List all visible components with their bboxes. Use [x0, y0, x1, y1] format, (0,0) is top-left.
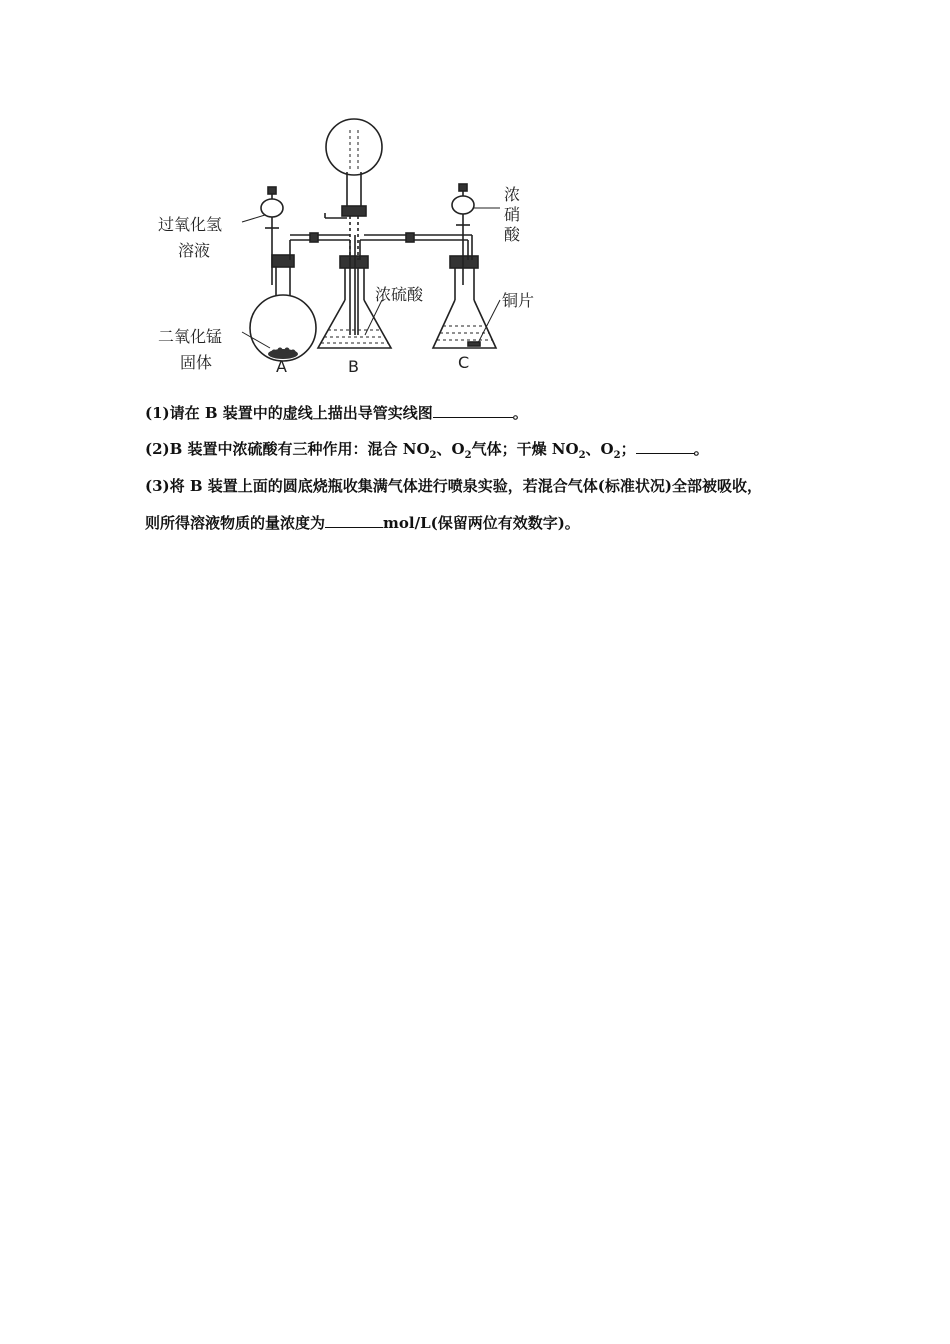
- question-2-part4: 、O: [585, 440, 614, 458]
- question-3-part1: 则所得溶液物质的量浓度为: [145, 514, 326, 532]
- question-2: [145, 438, 709, 461]
- label-h2o2-2: 溶液: [178, 241, 211, 260]
- question-3-line1: (3)将 B 装置上面的圆底烧瓶收集满气体进行喷泉实验，若混合气体(标准状况)全部被吸收，: [145, 477, 762, 495]
- label-conc-h2so4: 浓硫酸: [375, 285, 424, 304]
- subscript: 2: [613, 450, 621, 461]
- label-conc-hno3-3: 酸: [504, 225, 521, 244]
- flask-c: [433, 184, 496, 348]
- label-mno2-1: 二氧化锰: [158, 327, 223, 346]
- question-2-end: 。: [693, 440, 709, 458]
- subscript: 2: [578, 450, 586, 461]
- answer-blank-1[interactable]: [433, 403, 513, 418]
- label-c: C: [458, 353, 470, 372]
- apparatus-diagram: [150, 110, 570, 385]
- question-2-part1: (2)B 装置中浓硫酸有三种作用：混合 NO: [145, 440, 430, 458]
- question-1-end: 。: [512, 404, 528, 422]
- question-1-text: (1)请在 B 装置中的虚线上描出导管实线图: [145, 404, 433, 422]
- flask-a: [250, 187, 350, 361]
- label-conc-hno3-1: 浓: [504, 185, 521, 204]
- answer-blank-2[interactable]: [636, 439, 694, 454]
- label-mno2-2: 固体: [180, 353, 213, 372]
- question-2-part5: ；: [620, 440, 636, 458]
- label-b: B: [348, 357, 359, 376]
- answer-blank-3[interactable]: [325, 513, 383, 528]
- question-2-part3: 气体；干燥 NO: [471, 440, 579, 458]
- question-1: [145, 402, 528, 423]
- label-conc-hno3-2: 硝: [504, 205, 521, 224]
- subscript: 2: [464, 450, 472, 461]
- question-2-part2: 、O: [436, 440, 465, 458]
- question-3-line2: [145, 512, 580, 533]
- subscript: 2: [429, 450, 437, 461]
- label-a: A: [276, 357, 287, 376]
- question-3-part2: mol/L(保留两位有效数字)。: [383, 514, 580, 532]
- label-h2o2-1: 过氧化氢: [158, 215, 223, 234]
- label-copper: 铜片: [502, 291, 535, 310]
